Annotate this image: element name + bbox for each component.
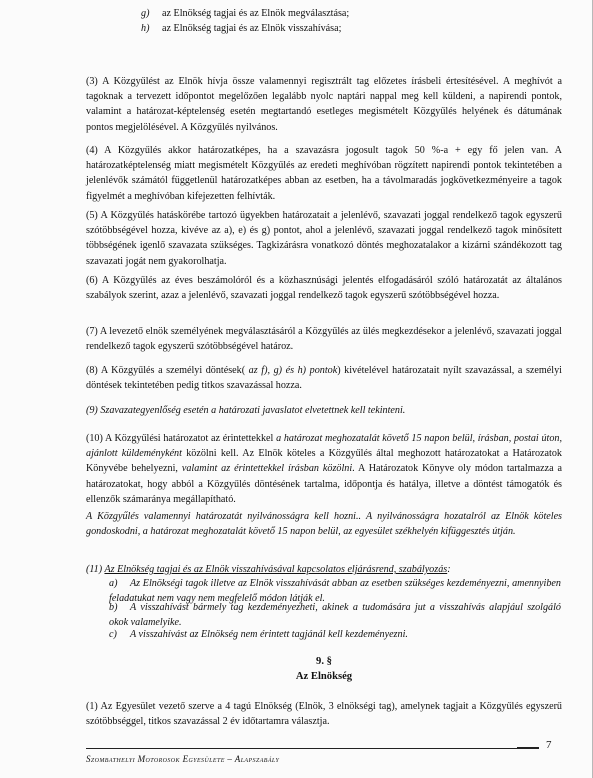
paragraph-4: (4) A Közgyűlés akkor határozatképes, ha a szavazásra jogosult tagok 50 %-a + egy fő jelen van. A határozatképtelenség miatt megismételt Közgyűlés az eredeti meghívóban rögzített napirendi pontok tekintetében a jelenlévők számától függetlenül határozatképes abban az esetben, ha a távolmaradás jogkövetkezményeire a tagok figyelmét a meghívóban kifejezetten felhívták. bbox=[86, 145, 562, 202]
text-run: (8) A Közgyűlés a személyi döntések( bbox=[86, 365, 246, 376]
section-9-paragraph-1: (1) Az Egyesület vezető szerve a 4 tagú Elnökség (Elnök, 3 elnökségi tag), amelynek tagjait a Közgyűlés egyszerű szótöbbséggel, titkos szavazással 2 év időtartamra választja. bbox=[86, 701, 562, 728]
underlined-heading: Az Elnökség tagjai és az Elnök visszahívásával kapcsolatos eljárásrend, szabályozás bbox=[104, 564, 448, 575]
text-run-italic: valamint az érintettekkel írásban közölni bbox=[181, 463, 353, 475]
list-text: Az Elnökségi tagok illetve az Elnök visszahívását abban az esetben szükséges kezdeményezni, amennyiben feladatukat nem vagy nem megfelelő módon látják el. bbox=[109, 578, 561, 605]
section-number: 9. § bbox=[316, 656, 332, 667]
list-item bbox=[141, 6, 561, 21]
list-label: b) bbox=[109, 602, 118, 613]
text-run: közölni kell. Az Elnök köteles a Közgyűlés által meghozott határozatokat a Határozatok Könyvébe behelyezni, bbox=[86, 448, 562, 475]
paragraph-11-heading bbox=[86, 562, 562, 577]
footer-rule bbox=[86, 748, 536, 749]
list-label: c) bbox=[109, 629, 117, 640]
footer-title: Szombathelyi Motorosok Egyesülete – Alapszabály bbox=[86, 754, 280, 764]
text-run: : bbox=[447, 564, 451, 575]
list-item bbox=[141, 21, 561, 36]
text-run-italic: az f), g) és h) pontok bbox=[245, 365, 338, 376]
paragraph-10 bbox=[86, 431, 562, 507]
list-item bbox=[109, 600, 561, 630]
paragraph-7: (7) A levezető elnök személyének megválasztásáról a Közgyűlés az ülés megkezdésekor a jelenlévő, szavazati joggal rendelkező tagok egyszerű szótöbbségével határoz. bbox=[86, 326, 562, 353]
list-label: a) bbox=[109, 578, 118, 589]
list-text: A visszahívást az Elnökség nem érintett tagjánál kell kezdeményezni. bbox=[130, 629, 408, 640]
text-run: ) kivételével határozatait nyílt szavazással, a személyi döntések tekintetében pedig titkos szavazással hozza. bbox=[86, 365, 562, 392]
page-number: 7 bbox=[546, 739, 552, 751]
text-run-italic: a határozat meghozatalát követő 15 napon belül, írásban, postai úton, ajánlott küldeményként bbox=[86, 433, 562, 460]
text-run: (11) bbox=[86, 564, 105, 575]
footer-rule-accent bbox=[517, 747, 539, 749]
paragraph-10-note: A Közgyűlés valamennyi határozatát nyilvánosságra kell hozni.. A nyilvánosságra hozatalról az Elnök köteles gondoskodni, a határozat meghozatalát követő 15 napon belül, az egyesület székhelyén kifüggesztés útján. bbox=[86, 511, 562, 538]
paragraph-8 bbox=[86, 363, 562, 393]
list-item bbox=[109, 627, 561, 642]
section-title: Az Elnökség bbox=[295, 671, 353, 682]
list-label: h) bbox=[141, 23, 150, 34]
text-run: (10) A Közgyűlési határozatot az érintettekkel bbox=[86, 433, 277, 444]
list-text: az Elnökség tagjai és az Elnök visszahívása; bbox=[162, 23, 342, 34]
list-text: A visszahívást bármely tag kezdeményezheti, akinek a tudomására jut a visszahívás alapjául szolgáló okok valamelyike. bbox=[109, 602, 561, 629]
paragraph-9: (9) Szavazategyenlőség esetén a határozati javaslatot elvetettnek kell tekinteni. bbox=[86, 405, 406, 416]
list-text: az Elnökség tagjai és az Elnök megválasztása; bbox=[162, 8, 350, 19]
paragraph-5: (5) A Közgyűlés hatáskörébe tartozó ügyekben határozatait a jelenlévő, szavazati joggal rendelkező tagok egyszerű szótöbbségével hozza, kivéve az a), e) és g) pontot, ahol a jelenlévő, szavazati joggal rendelkező tagok minősített többségének igenlő szavazata szükséges. Tagkizárásra vonatkozó döntés meghozatalakor a kizárni szándékozott tag szavazati jogát nem gyakorolhatja. bbox=[86, 210, 562, 267]
text-run: . A Határozatok Könyve oly módon tartalmazza a határozatokat, hogy abból a Közgyűlés döntésének tartalma, időpontja és hatálya, illetve a döntést támogatók és ellenzők számaránya megállapítható. bbox=[86, 463, 562, 505]
paragraph-6: (6) A Közgyűlés az éves beszámolóról és a közhasznúsági jelentés elfogadásáról szóló határozatát az általános szabályok szerint, azaz a jelenlévő, szavazati joggal rendelkező tagok egyszerű szótöbbségével hozza. bbox=[86, 275, 562, 302]
list-label: g) bbox=[141, 8, 150, 19]
paragraph-3: (3) A Közgyűlést az Elnök hívja össze valamennyi regisztrált tag előzetes írásbeli értesítésével. A meghívót a tagoknak a tervezett időpontot megelőzően legalább nyolc naptári nappal meg kell küldeni, a napirendi pontok, valamint a határozat-képtelenség esetén megtartandó esetleges megismételt Közgyűlés helyének és dátumának pontos megjelölésével. A Közgyűlés nyilvános. bbox=[86, 76, 562, 133]
